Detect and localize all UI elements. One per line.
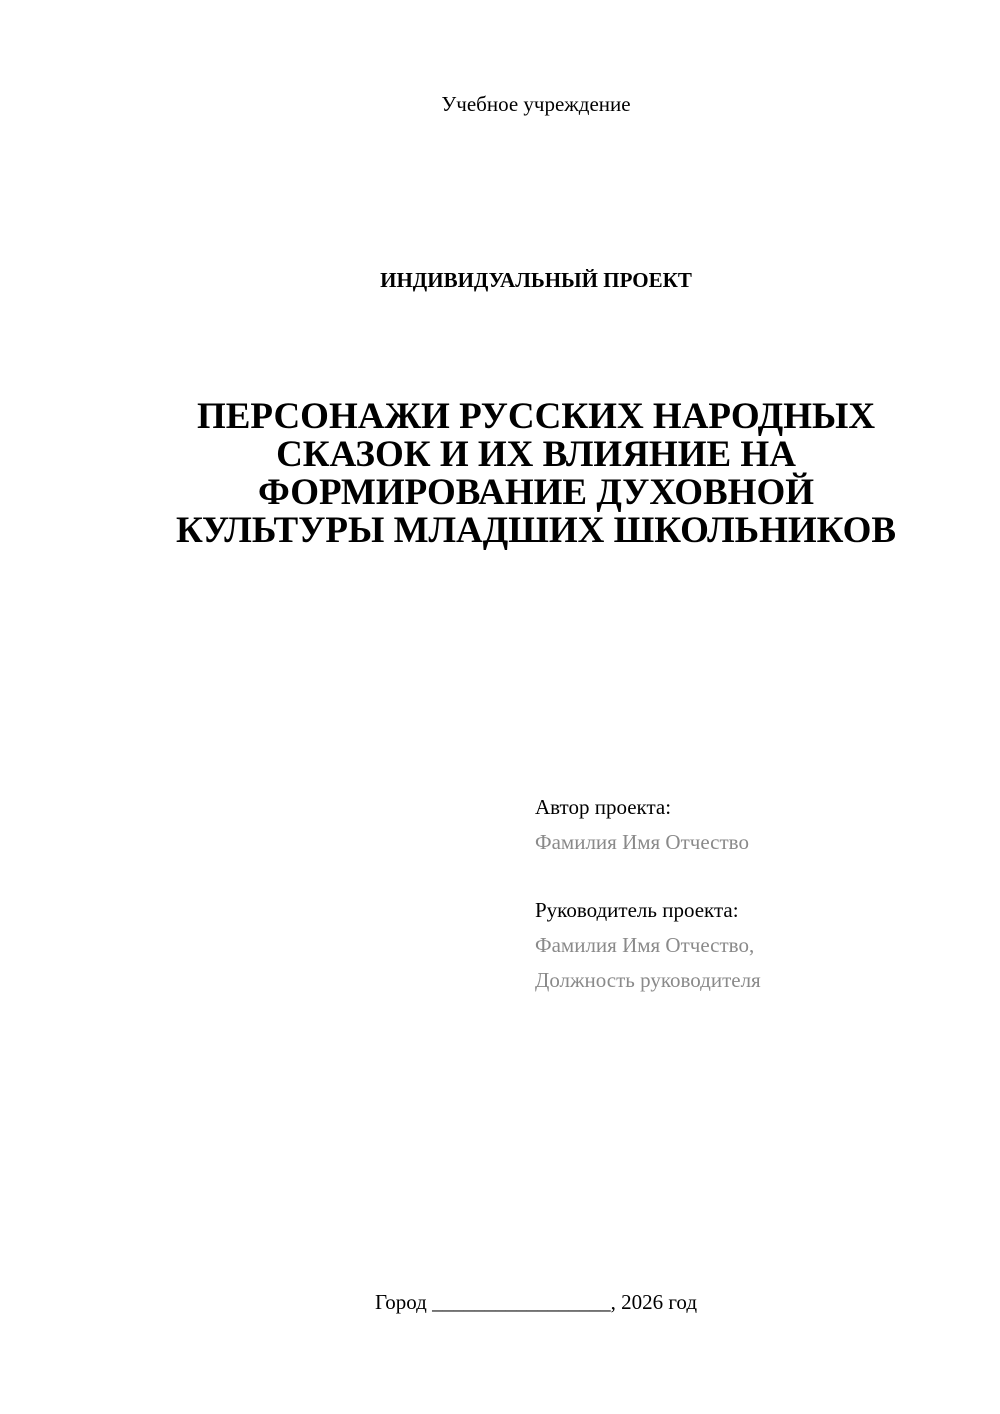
project-title bbox=[120, 398, 952, 550]
project-title-line: ФОРМИРОВАНИЕ ДУХОВНОЙ bbox=[257, 472, 815, 513]
supervisor-position: Должность руководителя bbox=[535, 968, 761, 992]
project-title-line: СКАЗОК И ИХ ВЛИЯНИЕ НА bbox=[276, 434, 796, 475]
project-title-line: ПЕРСОНАЖИ РУССКИХ НАРОДНЫХ bbox=[196, 396, 876, 437]
supervisor-name: Фамилия Имя Отчество, bbox=[535, 933, 755, 957]
institution-name: Учебное учреждение bbox=[441, 92, 631, 116]
project-title-line: КУЛЬТУРЫ МЛАДШИХ ШКОЛЬНИКОВ bbox=[175, 510, 897, 551]
city-year-line: Город _________________, 2026 год bbox=[374, 1290, 698, 1314]
spacer bbox=[535, 860, 975, 893]
project-info-block bbox=[535, 790, 975, 998]
author-name: Фамилия Имя Отчество bbox=[535, 830, 749, 854]
author-label: Автор проекта: bbox=[535, 795, 672, 819]
project-type: ИНДИВИДУАЛЬНЫЙ ПРОЕКТ bbox=[380, 268, 692, 292]
supervisor-label: Руководитель проекта: bbox=[535, 898, 739, 922]
